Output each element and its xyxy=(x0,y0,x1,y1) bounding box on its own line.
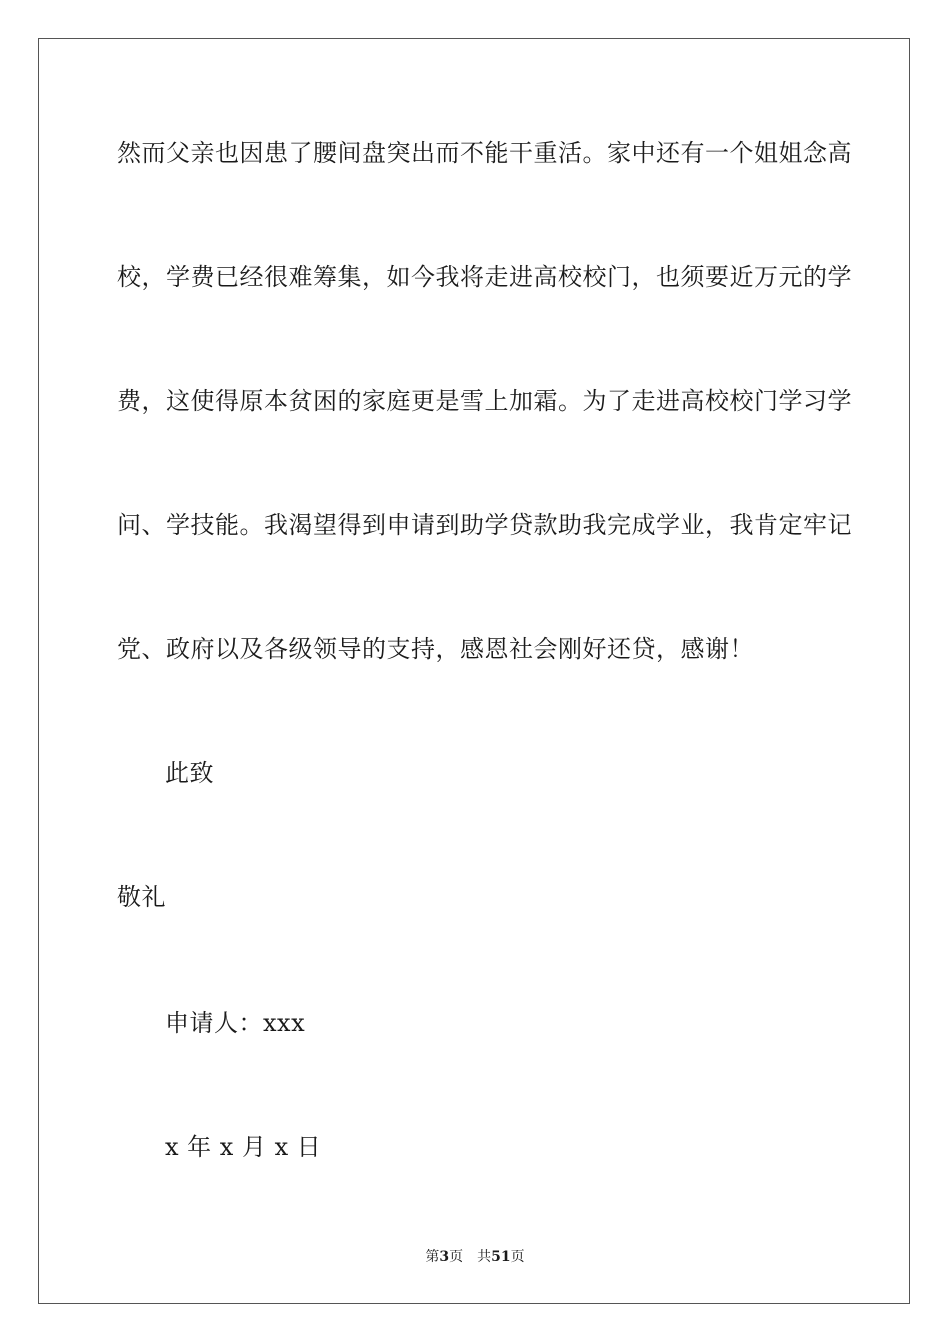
date-line: x 年 x 月 x 日 xyxy=(165,1133,322,1161)
footer-total-pages: 51 xyxy=(491,1249,511,1265)
body-line-5: 党、政府以及各级领导的支持，感恩社会刚好还贷，感谢！ xyxy=(117,635,754,663)
page-border xyxy=(38,38,910,1304)
body-line-2: 校，学费已经很难筹集，如今我将走进高校校门，也须要近万元的学 xyxy=(117,263,852,291)
footer-total-suffix: 页 xyxy=(510,1249,525,1265)
body-line-4: 问、学技能。我渴望得到申请到助学贷款助我完成学业，我肯定牢记 xyxy=(117,511,852,539)
footer-page-suffix: 页 xyxy=(449,1249,464,1265)
closing-text: 此致 xyxy=(165,759,214,787)
footer-page-prefix: 第 xyxy=(425,1249,440,1265)
salutation-text: 敬礼 xyxy=(117,883,166,911)
footer-total-prefix: 共 xyxy=(477,1249,492,1265)
body-line-3: 费，这使得原本贫困的家庭更是雪上加霜。为了走进高校校门学习学 xyxy=(117,387,852,415)
applicant-line: 申请人：xxx xyxy=(165,1009,306,1037)
body-line-1: 然而父亲也因患了腰间盘突出而不能干重活。家中还有一个姐姐念高 xyxy=(117,139,852,167)
footer-page-number: 3 xyxy=(439,1249,450,1265)
page-footer xyxy=(0,1248,950,1266)
